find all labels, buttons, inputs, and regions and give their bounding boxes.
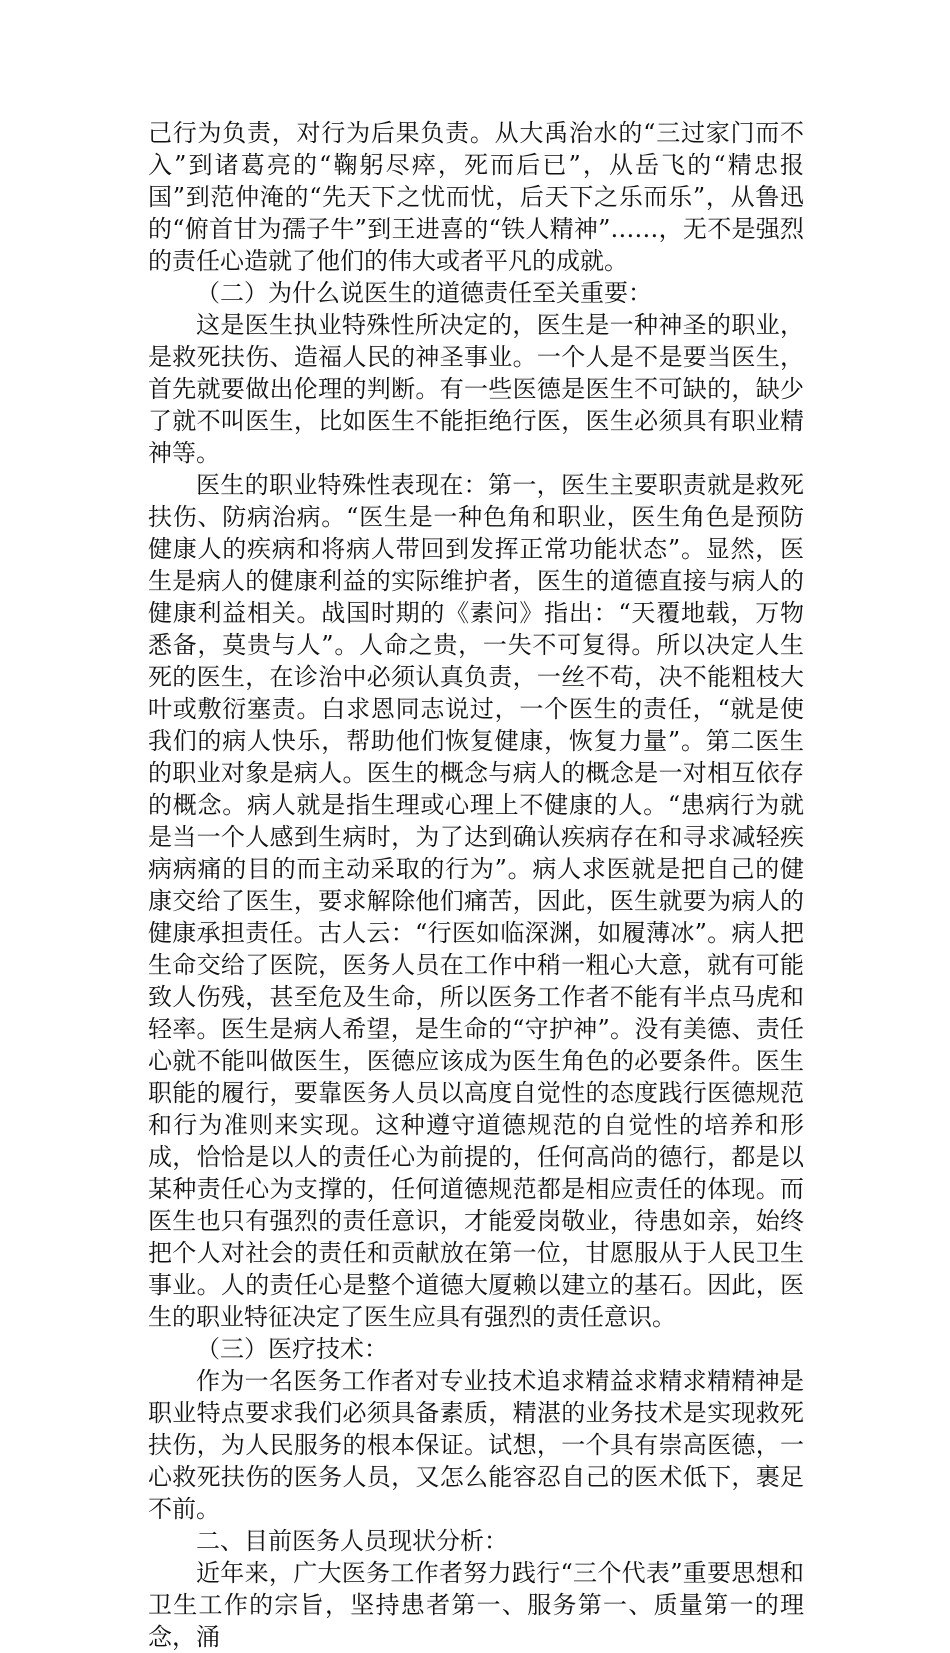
section-heading-3: （三）医疗技术： xyxy=(196,1335,388,1363)
paragraph-6: 作为一名医务工作者对专业技术追求精益求精求精精神是职业特点要求我们必须具备素质，精湛的业务技术是实现救死扶伤，为人民服务的根本保证。试想，一个具有崇高医德，一心救死扶伤的医务人员，又怎么能容忍自己的医术低下，裹足不前。 xyxy=(148,1367,804,1523)
section-heading-2: （二）为什么说医生的道德责任至关重要： xyxy=(196,279,652,307)
document-page xyxy=(148,117,804,1653)
paragraph-1: 己行为负责，对行为后果负责。从大禹治水的“三过家门而不入”到诸葛亮的“鞠躬尽瘁，死而后已”，从岳飞的“精忠报国”到范仲淹的“先天下之忧而忧，后天下之乐而乐”，从鲁迅的“俯首甘为孺子牛”到王进喜的“铁人精神”……，无不是强烈的责任心造就了他们的伟大或者平凡的成就。 xyxy=(148,119,804,275)
section-heading-part-2: 二、目前医务人员现状分析： xyxy=(196,1527,508,1555)
paragraph-8: 近年来，广大医务工作者努力践行“三个代表”重要思想和卫生工作的宗旨，坚持患者第一、服务第一、质量第一的理念，涌 xyxy=(148,1559,804,1651)
paragraph-4: 医生的职业特殊性表现在：第一，医生主要职责就是救死扶伤、防病治病。“医生是一种色角和职业，医生角色是预防健康人的疾病和将病人带回到发挥正常功能状态”。显然，医生是病人的健康利益的实际维护者，医生的道德直接与病人的健康利益相关。战国时期的《素问》指出：“天覆地载，万物悉备，莫贵与人”。人命之贵，一失不可复得。所以决定人生死的医生，在诊治中必须认真负责，一丝不苟，决不能粗枝大叶或敷衍塞责。白求恩同志说过，一个医生的责任，“就是使我们的病人快乐，帮助他们恢复健康，恢复力量”。第二医生的职业对象是病人。医生的概念与病人的概念是一对相互依存的概念。病人就是指生理或心理上不健康的人。“患病行为就是当一个人感到生病时，为了达到确认疾病存在和寻求减轻疾病病痛的目的而主动采取的行为”。病人求医就是把自己的健康交给了医生，要求解除他们痛苦，因此，医生就要为病人的健康承担责任。古人云：“行医如临深渊，如履薄冰”。病人把生命交给了医院，医务人员在工作中稍一粗心大意，就有可能致人伤残，甚至危及生命，所以医务工作者不能有半点马虎和轻率。医生是病人希望，是生命的“守护神”。没有美德、责任心就不能叫做医生，医德应该成为医生角色的必要条件。医生职能的履行，要靠医务人员以高度自觉性的态度践行医德规范和行为准则来实现。这种遵守道德规范的自觉性的培养和形成，恰恰是以人的责任心为前提的，任何高尚的德行，都是以某种责任心为支撑的，任何道德规范都是相应责任的体现。而医生也只有强烈的责任意识，才能爱岗敬业，待患如亲，始终把个人对社会的责任和贡献放在第一位，甘愿服从于人民卫生事业。人的责任心是整个道德大厦赖以建立的基石。因此，医生的职业特征决定了医生应具有强烈的责任意识。 xyxy=(148,471,804,1331)
paragraph-3: 这是医生执业特殊性所决定的，医生是一种神圣的职业，是救死扶伤、造福人民的神圣事业。一个人是不是要当医生，首先就要做出伦理的判断。有一些医德是医生不可缺的，缺少了就不叫医生，比如医生不能拒绝行医，医生必须具有职业精神等。 xyxy=(148,311,804,467)
